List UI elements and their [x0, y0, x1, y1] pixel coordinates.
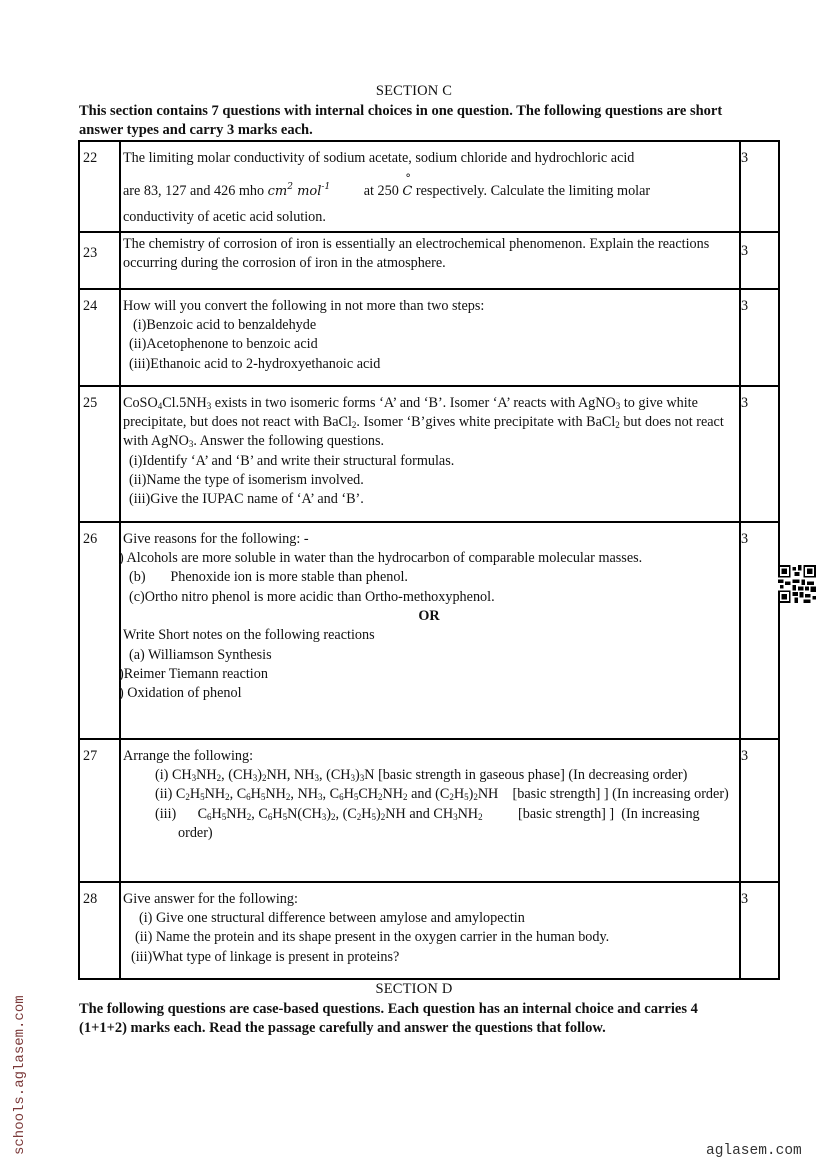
sub-question: (ii)Name the type of isomerism involved.: [129, 472, 364, 489]
question-text: $CoSO_4Cl.5NH_3$ exists in two isomeric forms ‘A’ and ‘B’. Isomer ‘A’ reacts with AgNO$_3$ to give white precipitate, but does not react with BaCl$_2$. Isomer ‘B’gives white precipitate with BaCl$_2$ but does not react with AgNO$_3$. Answer the following questions. (i)Identify ‘A’ and ‘B’ and write their structural formulas. (ii)Name the type of isomerism involved. (iii)Give the IUPAC name of ‘A’ and ‘B’.: [120, 386, 740, 522]
sub-question: (a) Williamson Synthesis: [129, 646, 272, 663]
section-c-title: SECTION C: [375, 83, 453, 99]
question-row: [79, 232, 779, 289]
question-row: [79, 386, 779, 522]
sub-question: (iii) $C_6H_5NH_2$, $C_6H_5N(CH_3)_2$, $(C_2H_5)_2NH$ and $CH_3NH_2$ [basic strength] ] (In increasing order): [155, 805, 700, 842]
question-number: 24: [79, 289, 120, 386]
question-text: How will you convert the following in not more than two steps: (i)Benzoic acid to benzaldehyde (ii)Acetophenone to benzoic acid (iii)Ethanoic acid to 2-hydroxyethanoic acid: [120, 289, 740, 386]
questions-table: [78, 140, 780, 980]
section-c-instructions: This section contains 7 questions with internal choices in one question. The following questions are short answer types and carry 3 marks each.: [79, 103, 723, 138]
qr-code-icon[interactable]: [778, 565, 816, 603]
question-row: [79, 289, 779, 386]
section-d-title: SECTION D: [375, 981, 453, 997]
sub-question: (i)Identify ‘A’ and ‘B’ and write their structural formulas.: [129, 452, 455, 469]
question-text: Give answer for the following: (i) Give one structural difference between amylose and amylopectin (ii) Name the protein and its shape present in the oxygen carrier in the human body. (iii)What type of linkage is present in proteins?: [120, 882, 740, 979]
question-row: [79, 739, 779, 882]
sub-question: (ii) Name the protein and its shape present in the oxygen carrier in the human body.: [135, 929, 610, 946]
question-number: 22: [79, 141, 120, 232]
sub-question: (b) Phenoxide ion is more stable than phenol.: [129, 569, 408, 586]
question-number: 28: [79, 882, 120, 979]
question-marks: 3: [740, 386, 779, 522]
sub-question: (iii)Give the IUPAC name of ‘A’ and ‘B’.: [129, 491, 364, 508]
question-row: [79, 882, 779, 979]
question-text: Arrange the following: (i) $CH_3NH_2$, $(CH_3)_2NH$, $NH_3$, $(CH_3)_3N$ [basic strength in gaseous phase] (In decreasing order) (ii) $C_2H_5NH_2$, $C_6H_5NH_2$, $NH_3$, $C_6H_5CH_2NH_2$ and $(C_2H_5)_2NH$ [basic strength] ] (In increasing order) (iii) $C_6H_5NH_2$, $C_6H_5N(CH_3)_2$, $(C_2H_5)_2NH$ and $CH_3NH_2$ [basic strength] ] (In increasing order): [120, 739, 740, 882]
question-text: The limiting molar conductivity of sodium acetate, sodium chloride and hydrochloric acid are 83, 127 and 426 mho $cm^2$ mol$^{-1}$ at 250 ° C respectively. Calculate the limiting molar conductivity of acetic acid solution.: [120, 141, 740, 232]
question-number: 27: [79, 739, 120, 882]
question-text: The chemistry of corrosion of iron is essentially an electrochemical phenomenon. Explain the reactions occurring during the corrosion of iron in the atmosphere.: [120, 232, 740, 289]
question-marks: 3: [740, 882, 779, 979]
question-number: 23: [79, 232, 120, 289]
sub-question: (ii)Acetophenone to benzoic acid: [129, 336, 318, 353]
sub-question: (iii)What type of linkage is present in proteins?: [131, 948, 400, 965]
sub-question: (ii) $C_2H_5NH_2$, $C_6H_5NH_2$, $NH_3$, $C_6H_5CH_2NH_2$ and $(C_2H_5)_2NH$ [basic strength] ] (In increasing order): [155, 786, 729, 803]
sub-question: (i) $CH_3NH_2$, $(CH_3)_2NH$, $NH_3$, $(CH_3)_3N$ [basic strength in gaseous phase] (In decreasing order): [155, 767, 688, 784]
question-marks: 3: [740, 522, 779, 739]
question-marks: 3: [740, 289, 779, 386]
question-marks: 3: [740, 141, 779, 232]
question-number: 25: [79, 386, 120, 522]
sub-question: (iii)Ethanoic acid to 2-hydroxyethanoic acid: [129, 355, 381, 372]
question-row: [79, 141, 779, 232]
question-marks: 3: [740, 739, 779, 882]
sub-question: ) Oxidation of phenol: [119, 685, 242, 702]
question-text: Give reasons for the following: - ) Alcohols are more soluble in water than the hydrocarbon of comparable molecular masses. (b) Phenoxide ion is more stable than phenol. (c)Ortho nitro phenol is more acidic than Ortho-methoxyphenol. OR Write Short notes on the following reactions (a) Williamson Synthesis )Reimer Tiemann reaction ) Oxidation of phenol: [120, 522, 740, 739]
section-d-instructions: The following questions are case-based questions. Each question has an internal choice and carries 4 (1+1+2) marks each. Read the passage carefully and answer the questions that follow.: [79, 1001, 698, 1036]
sub-question: (i) Give one structural difference between amylose and amylopectin: [139, 910, 525, 927]
sub-question: (c)Ortho nitro phenol is more acidic than Ortho-methoxyphenol.: [129, 588, 495, 605]
or-separator: OR: [418, 608, 440, 625]
question-row: [79, 522, 779, 739]
question-number: 26: [79, 522, 120, 739]
sub-question: )Reimer Tiemann reaction: [119, 665, 268, 682]
watermark-bottom: aglasem.com: [706, 1143, 802, 1159]
question-marks: 3: [740, 232, 779, 289]
watermark-side: schools.aglasem.com: [12, 995, 28, 1155]
degree-symbol: ° C: [402, 184, 412, 199]
sub-question: ) Alcohols are more soluble in water than the hydrocarbon of comparable molecular masses.: [119, 550, 643, 567]
sub-question: (i)Benzoic acid to benzaldehyde: [133, 317, 317, 334]
